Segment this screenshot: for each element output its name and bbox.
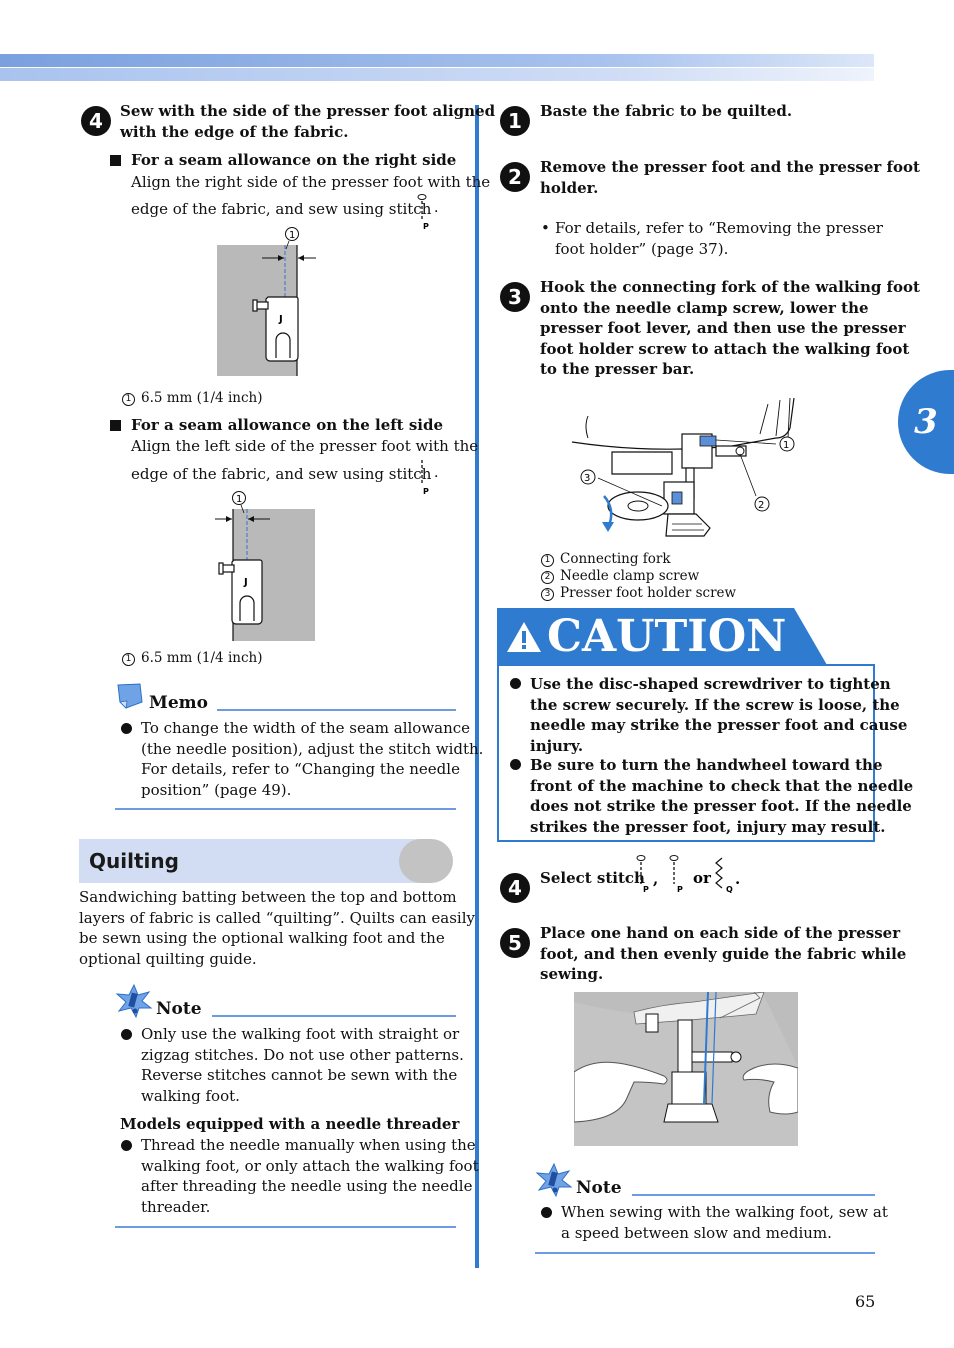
warning-triangle-icon xyxy=(505,620,543,654)
chapter-tab xyxy=(898,370,954,474)
legend-text: Connecting fork xyxy=(560,551,671,567)
step3-line: onto the needle clamp screw, lower the xyxy=(540,298,869,317)
note-line: walking foot, or only attach the walking foot xyxy=(141,1156,479,1175)
step-number-4: 4 xyxy=(81,106,111,136)
note-rule-top xyxy=(632,1194,875,1196)
hands-guiding-fabric-illustration xyxy=(574,992,798,1146)
memo-line: For details, refer to “Changing the needle xyxy=(141,760,460,778)
right-seam-text-2: edge of the fabric, and sew using stitch xyxy=(131,200,432,218)
callout-number: 1 xyxy=(289,230,296,241)
step2-bullet-text xyxy=(555,218,883,259)
caption-text: 6.5 mm (1/4 inch) xyxy=(141,390,263,406)
callout-number: 2 xyxy=(758,500,765,511)
step2-line: Remove the presser foot and the presser foot xyxy=(540,158,920,176)
note-icon xyxy=(534,1163,574,1197)
legend-text: Presser foot holder screw xyxy=(560,585,737,601)
right-seam-text-1: Align the right side of the presser foot with the xyxy=(131,173,491,191)
note-bullet xyxy=(121,1140,132,1151)
memo-line: To change the width of the seam allowance xyxy=(141,719,471,737)
svg-text:.: . xyxy=(434,200,439,216)
column-divider xyxy=(475,105,479,1268)
note-line: walking foot. xyxy=(141,1086,240,1105)
note-line: Reverse stitches cannot be sewn with the xyxy=(141,1066,458,1084)
memo-title: Memo xyxy=(149,693,208,713)
period: . xyxy=(735,870,741,888)
stitch-letter: P xyxy=(423,222,429,231)
note-rule-bottom xyxy=(115,1226,456,1228)
foot-letter: J xyxy=(279,314,283,325)
callout-number: 1 xyxy=(541,554,554,567)
caution-title: CAUTION xyxy=(547,611,787,662)
memo-line: (the needle position), adjust the stitch width. xyxy=(141,739,484,758)
note-rule-top xyxy=(212,1015,456,1017)
comma: , xyxy=(653,870,659,888)
caution-line: Be sure to turn the handwheel toward the xyxy=(530,756,883,774)
note-title: Note xyxy=(156,999,202,1019)
caution-item-2 xyxy=(530,755,913,837)
caution-line: Use the disc-shaped screwdriver to tighten xyxy=(530,675,891,693)
legend-item xyxy=(541,585,736,602)
step5-text xyxy=(540,923,906,985)
step2-text xyxy=(540,157,920,198)
note-title: Note xyxy=(576,1178,622,1198)
memo-line: position” (page 49). xyxy=(141,780,292,799)
section-bar-cap xyxy=(399,839,453,883)
left-seam-caption xyxy=(122,650,262,667)
right-seam-caption xyxy=(122,390,262,407)
step2-bullet-dot: • xyxy=(541,219,550,237)
step3-line: presser foot lever, and then use the presser xyxy=(540,319,906,337)
step3-line: to the presser bar. xyxy=(540,360,695,378)
page-number: 65 xyxy=(855,1292,876,1311)
caution-item-1 xyxy=(530,674,907,756)
note-line: a speed between slow and medium. xyxy=(561,1223,832,1242)
walking-foot-attachment-illustration xyxy=(568,396,800,546)
note-line: Only use the walking foot with straight or xyxy=(141,1025,460,1043)
stitch-letter: P xyxy=(643,885,649,894)
stitch-letter: P xyxy=(423,487,429,496)
note-line: When sewing with the walking foot, sew at xyxy=(561,1203,888,1221)
straight-stitch-icon xyxy=(412,193,446,233)
callout-number: 1 xyxy=(122,393,135,406)
stitch-letter: P xyxy=(677,885,683,894)
step5-line: sewing. xyxy=(540,965,604,983)
caution-line: does not strike the presser foot. If the needle xyxy=(530,797,912,815)
left-seam-text-1: Align the left side of the presser foot with the xyxy=(131,437,479,455)
quilting-intro xyxy=(79,887,475,969)
note-line: after threading the needle using the needle xyxy=(141,1177,473,1195)
caution-line: the screw securely. If the screw is loose, the xyxy=(530,695,900,714)
right-note-text xyxy=(561,1202,888,1243)
left-seam-diagram xyxy=(210,488,320,646)
callout-number: 3 xyxy=(584,473,591,484)
note-bullet xyxy=(541,1207,552,1218)
quilting-line: optional quilting guide. xyxy=(79,949,257,968)
step1-text: Baste the fabric to be quilted. xyxy=(540,102,793,120)
memo-rule-top xyxy=(217,709,456,711)
caution-line: needle may strike the presser foot and cause xyxy=(530,716,908,734)
callout-number: 1 xyxy=(236,494,243,505)
right-seam-heading: For a seam allowance on the right side xyxy=(131,151,457,169)
note-bullet xyxy=(121,1029,132,1040)
right-seam-diagram xyxy=(216,225,326,380)
left-seam-text-2: edge of the fabric, and sew using stitch xyxy=(131,465,432,483)
square-bullet xyxy=(110,155,121,166)
note-line: Thread the needle manually when using the xyxy=(141,1136,476,1154)
caution-line: front of the machine to check that the needle xyxy=(530,776,914,795)
note-line: zigzag stitches. Do not use other patterns. xyxy=(141,1045,464,1064)
step3-line: Hook the connecting fork of the walking foot xyxy=(540,278,920,296)
memo-icon xyxy=(114,682,148,712)
memo-rule-bottom xyxy=(115,808,456,810)
or-word: or xyxy=(693,869,711,887)
legend-item xyxy=(541,551,736,568)
select-stitch-label: Select stitch xyxy=(540,869,645,887)
step-number-2: 2 xyxy=(500,162,530,192)
step5-line: Place one hand on each side of the presser xyxy=(540,924,901,942)
header-band-bottom xyxy=(0,68,874,81)
straight-stitch-icon xyxy=(412,458,446,498)
step3-text xyxy=(540,277,920,380)
callout-number: 1 xyxy=(783,440,790,451)
step-number-5: 5 xyxy=(500,928,530,958)
quilting-title: Quilting xyxy=(89,849,179,873)
step3-line: foot holder screw to attach the walking foot xyxy=(540,339,910,358)
quilting-line: layers of fabric is called “quilting”. Quilts can easily xyxy=(79,908,475,927)
step4-heading-line: Sew with the side of the presser foot aligned xyxy=(120,102,496,120)
step2-bullet-line: For details, refer to “Removing the presser xyxy=(555,219,883,237)
memo-text xyxy=(141,718,483,800)
step4-heading xyxy=(120,101,495,142)
legend-item xyxy=(541,568,736,585)
note-item-2 xyxy=(141,1135,479,1217)
svg-text:.: . xyxy=(434,465,439,481)
step3-legend xyxy=(541,551,736,602)
stitch-letter: Q xyxy=(726,885,733,894)
stitch-options xyxy=(632,854,748,896)
note-icon xyxy=(114,984,154,1018)
note-rule-bottom xyxy=(535,1252,875,1254)
left-seam-heading: For a seam allowance on the left side xyxy=(131,416,444,434)
quilting-line: Sandwiching batting between the top and bottom xyxy=(79,888,457,906)
quilting-line: be sewn using the optional walking foot and the xyxy=(79,929,445,947)
caution-line: injury. xyxy=(530,736,584,755)
step4-heading-line: with the edge of the fabric. xyxy=(120,122,349,141)
caption-text: 6.5 mm (1/4 inch) xyxy=(141,650,263,666)
step-number-4: 4 xyxy=(500,873,530,903)
callout-number: 2 xyxy=(541,571,554,584)
caution-bullet xyxy=(510,759,521,770)
caution-bullet xyxy=(510,678,521,689)
foot-letter: J xyxy=(244,577,248,588)
step2-bullet-line: foot holder” (page 37). xyxy=(555,239,729,258)
legend-text: Needle clamp screw xyxy=(560,568,700,584)
note-subheading: Models equipped with a needle threader xyxy=(120,1115,460,1133)
note-line: threader. xyxy=(141,1197,211,1216)
header-band-top xyxy=(0,54,874,67)
step-number-1: 1 xyxy=(500,106,530,136)
square-bullet xyxy=(110,420,121,431)
step5-line: foot, and then evenly guide the fabric while xyxy=(540,944,907,963)
step-number-3: 3 xyxy=(500,282,530,312)
step2-line: holder. xyxy=(540,178,599,197)
chapter-number: 3 xyxy=(914,402,938,442)
callout-number: 1 xyxy=(122,653,135,666)
caution-line: strikes the presser foot, injury may result. xyxy=(530,817,886,836)
memo-bullet xyxy=(121,723,132,734)
callout-number: 3 xyxy=(541,588,554,601)
note-item-1 xyxy=(141,1024,464,1106)
